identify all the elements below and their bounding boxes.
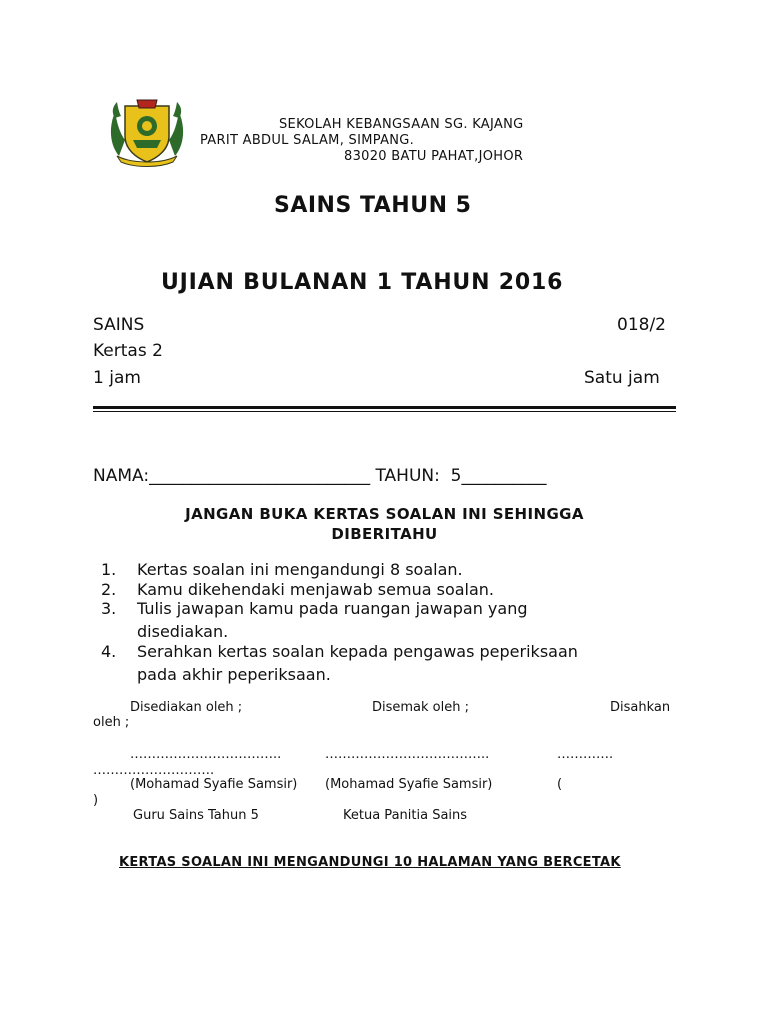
signatory-name-1: (Mohamad Syafie Samsir) (130, 777, 298, 792)
signatory-name-3-close: ) (93, 793, 99, 808)
subject-title: SAINS TAHUN 5 (274, 193, 472, 218)
name-label: NAMA: (93, 466, 150, 486)
page-count-note: KERTAS SOALAN INI MENGANDUNGI 10 HALAMAN YANG BERCETAK (119, 855, 621, 870)
meta-subject: SAINS (93, 315, 145, 335)
prepared-by-label: Disediakan oleh ; (130, 700, 243, 715)
signatory-name-3-open: ( (557, 777, 563, 792)
meta-duration-short: 1 jam (93, 368, 141, 388)
signatory-role-2: Ketua Panitia Sains (343, 808, 468, 823)
instruction-text: Kertas soalan ini mengandungi 8 soalan. (137, 560, 463, 579)
student-name-row (93, 466, 547, 486)
signatory-name-2: (Mohamad Syafie Samsir) (325, 777, 493, 792)
school-address-line1: PARIT ABDUL SALAM, SIMPANG. (200, 133, 415, 148)
signature-line-3: …………. (557, 747, 614, 762)
approved-by-label: Disahkan (610, 700, 671, 715)
signature-line-2: ……………………………….. (325, 747, 490, 762)
instruction-number: 2. (101, 580, 117, 599)
meta-paper: Kertas 2 (93, 341, 163, 361)
name-blank[interactable]: __________________________ (149, 466, 371, 486)
meta-duration-long: Satu jam (584, 368, 660, 388)
signature-line-1: …………………………….. (130, 747, 282, 762)
instruction-number: 3. (101, 599, 117, 618)
year-label: TAHUN: (375, 466, 440, 486)
checked-by-label: Disemak oleh ; (372, 700, 469, 715)
school-crest-icon (107, 96, 187, 168)
instruction-text-cont: pada akhir peperiksaan. (137, 665, 331, 684)
exam-title: UJIAN BULANAN 1 TAHUN 2016 (161, 270, 564, 295)
divider-thin (93, 411, 676, 412)
instruction-text: Kamu dikehendaki menjawab semua soalan. (137, 580, 495, 599)
instruction-text: Serahkan kertas soalan kepada pengawas peperiksaan (137, 642, 578, 661)
warning-line-2: DIBERITAHU (331, 525, 438, 543)
school-name: SEKOLAH KEBANGSAAN SG. KAJANG (279, 117, 524, 132)
school-address-line2: 83020 BATU PAHAT,JOHOR (344, 149, 524, 164)
signature-line-3-cont: ………………………. (93, 763, 215, 778)
signatory-role-1: Guru Sains Tahun 5 (133, 808, 259, 823)
instruction-text: Tulis jawapan kamu pada ruangan jawapan yang (137, 599, 528, 618)
approved-by-label-cont: oleh ; (93, 715, 130, 730)
meta-code: 018/2 (617, 315, 666, 335)
divider-thick (93, 406, 676, 409)
year-value[interactable]: 5__________ (450, 466, 547, 486)
instruction-number: 4. (101, 642, 117, 661)
warning-line-1: JANGAN BUKA KERTAS SOALAN INI SEHINGGA (185, 505, 584, 523)
instruction-text-cont: disediakan. (137, 622, 229, 641)
instruction-number: 1. (101, 560, 117, 579)
